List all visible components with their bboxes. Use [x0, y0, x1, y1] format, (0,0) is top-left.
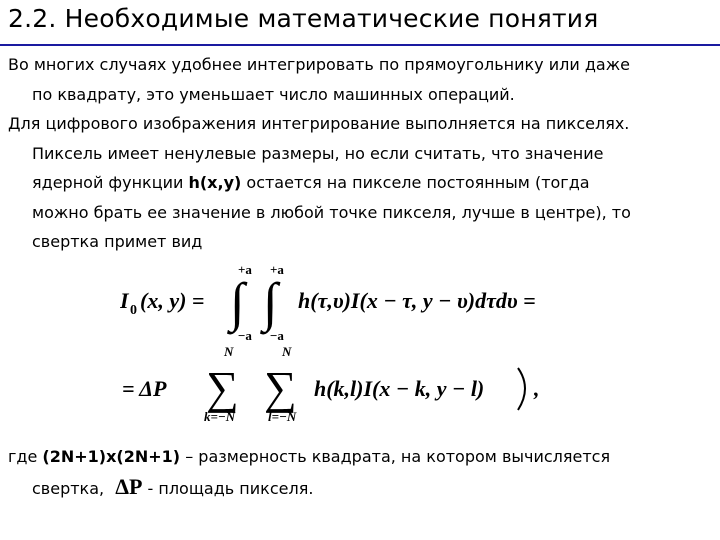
paragraph-3-line-1	[8, 442, 714, 472]
slide-title: 2.2. Необходимые математические понятия	[8, 4, 599, 33]
sum-2-upper-limit: N	[282, 344, 292, 359]
pixel-area-description: - площадь пикселя.	[142, 478, 314, 498]
paragraph-1-line-1: Во многих случаях удобнее интегрировать по прямоугольнику или даже	[8, 55, 630, 74]
square-size-expression: (2N+1)x(2N+1)	[42, 447, 181, 466]
pixel-area-symbol: ΔP	[115, 473, 143, 499]
integrand: h(τ,υ)I(x − τ, y − υ)dτdυ =	[298, 288, 536, 313]
integral-2-icon: ∫	[263, 272, 278, 332]
convolution-word: свертка,	[32, 478, 110, 498]
formula-lhs-args: (x, y) =	[140, 288, 205, 313]
title-underline	[0, 44, 720, 46]
kernel-rest-text: остается на пикселе постоянным (тогда	[241, 173, 590, 192]
paragraph-2-line-1: Для цифрового изображения интегрирование выполняется на пикселях.	[8, 114, 630, 133]
formula-second-line-lhs: = ΔP	[122, 376, 167, 401]
sum-1-lower-limit: k=−N	[204, 409, 236, 424]
paragraph-1	[8, 50, 714, 109]
paragraph-2	[8, 109, 714, 257]
summand: h(k,l)I(x − k, y − l)	[314, 376, 485, 401]
paragraph-3-line-2	[8, 472, 714, 504]
integral-1-lower-limit: −a	[238, 328, 252, 343]
where-text: где	[8, 447, 43, 466]
sum-1-icon: ∑	[206, 362, 239, 413]
paragraph-2-line-3	[8, 168, 714, 198]
paragraph-2-line-5: свертка примет вид	[32, 232, 203, 251]
sum-2-lower-limit: l=−N	[268, 409, 297, 424]
paragraph-1-line-2: по квадрату, это уменьшает число машинных операций.	[32, 84, 515, 104]
kernel-function-expression: h(x,y)	[188, 173, 242, 192]
kernel-intro-text: ядерной функции	[32, 173, 189, 192]
formula-lhs-subscript: 0	[130, 303, 137, 318]
sum-2-icon: ∑	[264, 362, 297, 413]
integral-1-upper-limit: +a	[238, 262, 252, 277]
paragraph-3	[8, 442, 714, 503]
square-size-description: – размерность квадрата, на котором вычисляется	[180, 447, 611, 466]
integral-2-upper-limit: +a	[270, 262, 284, 277]
integral-1-icon: ∫	[230, 272, 245, 332]
formula-comma: ,	[534, 376, 540, 401]
paragraph-2-line-4: можно брать ее значение в любой точке пикселя, лучше в центре), то	[32, 202, 631, 222]
paragraph-2-line-2: Пиксель имеет ненулевые размеры, но если считать, что значение	[32, 143, 604, 163]
integral-2-lower-limit: −a	[270, 328, 284, 343]
convolution-formula	[120, 258, 600, 438]
formula-lhs: I	[120, 288, 129, 313]
closing-bracket	[518, 368, 525, 410]
sum-1-upper-limit: N	[224, 344, 234, 359]
